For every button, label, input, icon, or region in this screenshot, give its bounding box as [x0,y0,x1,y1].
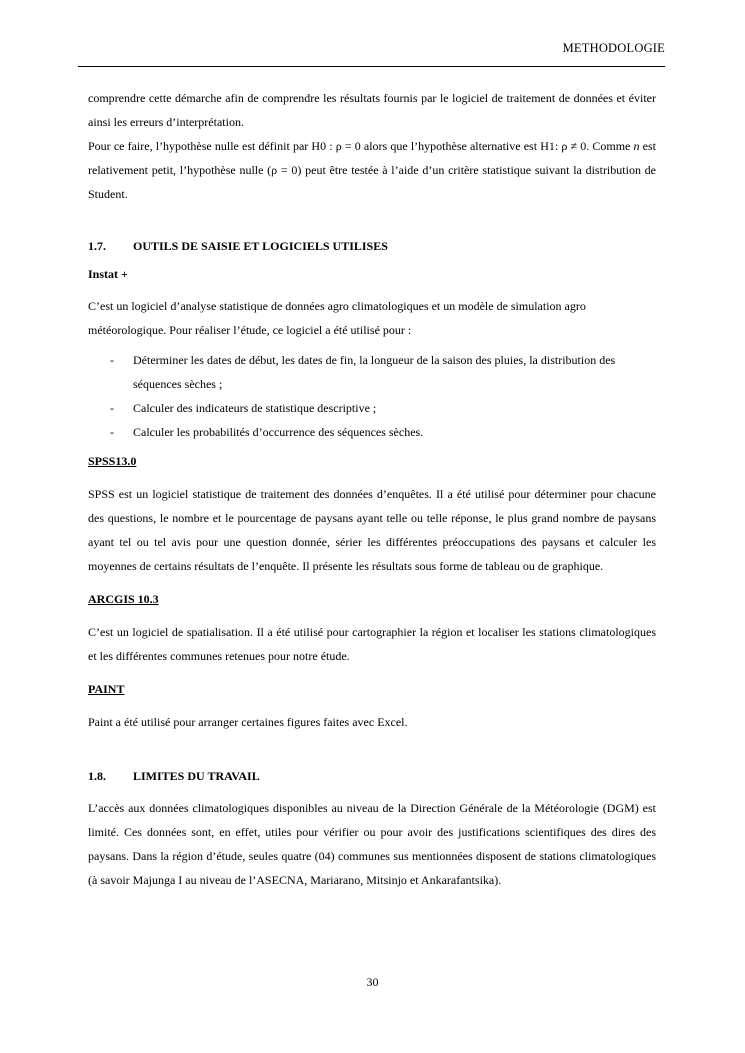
section-number: 1.8. [88,769,106,783]
dash-bullet: - [110,401,114,415]
list-item-text: Déterminer les dates de début, les dates de fin, la longueur de la saison des pluies, la distribution des séquences sèches ; [133,353,616,391]
paint-paragraph: Paint a été utilisé pour arranger certaines figures faites avec Excel. [88,715,408,729]
list-item-text: Calculer des indicateurs de statistique descriptive ; [133,401,377,415]
intro-p2-part-a: Pour ce faire, l’hypothèse nulle est définit par H0 : ρ = 0 alors que l’hypothèse alternative est H1: ρ ≠ 0. Comme [88,139,634,153]
header-rule [78,66,665,67]
spss-heading: SPSS13.0 [88,454,137,468]
section-number: 1.7. [88,239,106,253]
list-item [88,396,656,420]
dash-bullet: - [110,353,114,367]
instat-task-list [88,348,656,444]
section-1-7-heading [88,236,656,256]
list-item [88,348,656,396]
limits-paragraph: L’accès aux données climatologiques disponibles au niveau de la Direction Générale de la Météorologie (DGM) est limité. Ces données sont, en effet, utiles pour vérifier ou pour avoir des justifications scientifiques des dires des paysans. Dans la région d’étude, seules quatre (04) communes sus mentionnées disposent de stations climatologiques (à savoir Majunga I au niveau de l’ASECNA, Mariarano, Mitsinjo et Ankarafantsika). [88,801,656,887]
list-item [88,420,656,444]
dash-bullet: - [110,425,114,439]
paint-heading: PAINT [88,682,125,696]
instat-heading: Instat + [88,267,128,281]
section-title: LIMITES DU TRAVAIL [133,769,260,783]
page-body [88,86,656,892]
running-header: METHODOLOGIE [562,41,665,55]
arcgis-paragraph: C’est un logiciel de spatialisation. Il a été utilisé pour cartographier la région et localiser les stations climatologiques et les différentes communes retenues pour notre étude. [88,625,656,663]
intro-paragraph-2 [88,134,656,206]
instat-intro: C’est un logiciel d’analyse statistique de données agro climatologiques et un modèle de simulation agro météorologique. Pour réaliser l’étude, ce logiciel a été utilisé pour : [88,299,586,337]
list-item-text: Calculer les probabilités d’occurrence des séquences sèches. [133,425,424,439]
page-number: 30 [366,975,379,989]
section-1-8-heading [88,766,656,786]
spss-paragraph: SPSS est un logiciel statistique de traitement des données d’enquêtes. Il a été utilisé pour déterminer pour chacune des questions, le nombre et le pourcentage de paysans ayant telle ou telle réponse, le plus grand nombre de paysans ayant tel ou tel avis pour une question donnée, sérier les différentes préoccupations des paysans et calculer les moyennes de certains résultats de l’enquête. Il présente les résultats sous forme de tableau ou de graphique. [88,487,656,573]
intro-paragraph-1: comprendre cette démarche afin de comprendre les résultats fournis par le logiciel de traitement de données et éviter ainsi les erreurs d’interprétation. [88,91,656,129]
variable-n: n [633,139,640,153]
section-title: OUTILS DE SAISIE ET LOGICIELS UTILISES [133,239,388,253]
arcgis-heading: ARCGIS 10.3 [88,592,159,606]
intro-p2-part-b: est relativement petit, l’hypothèse nulle (ρ = 0) peut être testée à l’aide d’un critère statistique suivant la distribution de Student. [88,139,656,201]
